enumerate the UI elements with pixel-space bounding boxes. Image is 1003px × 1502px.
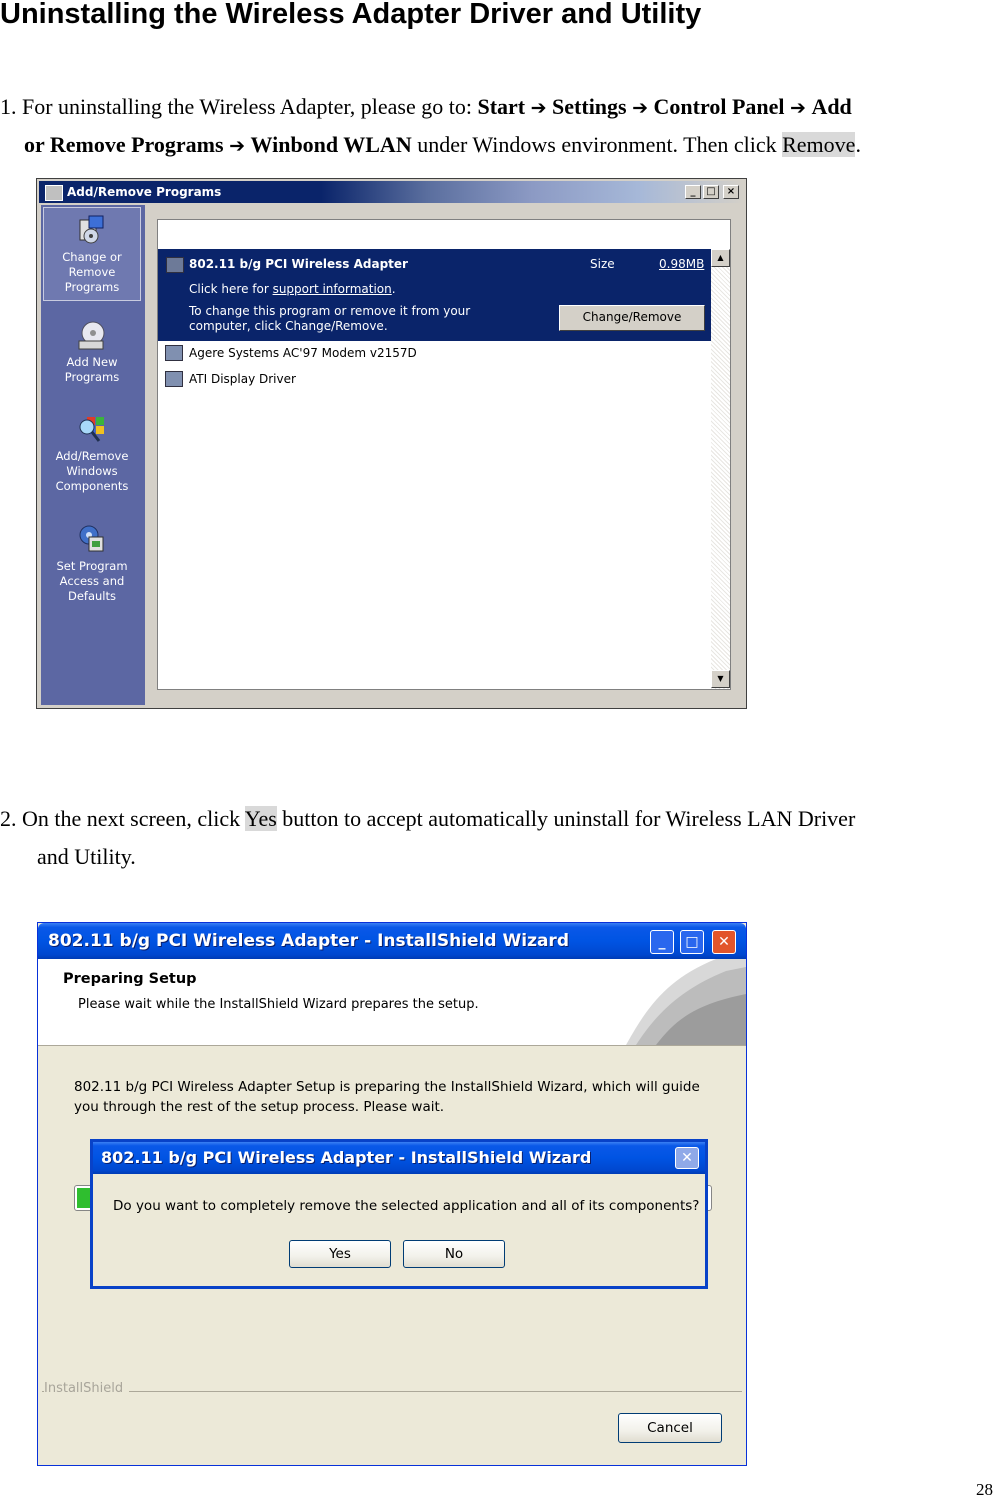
path-add: Add [811, 94, 852, 119]
header-subtitle: Please wait while the InstallShield Wizard prepares the setup. [78, 997, 479, 1012]
program-name: Agere Systems AC'97 Modem v2157D [189, 346, 417, 360]
step1-end: . [855, 132, 861, 157]
step2-prefix: 2. On the next screen, click [0, 806, 245, 831]
program-icon [166, 257, 184, 273]
close-button[interactable]: × [723, 185, 739, 199]
program-access-defaults-icon [77, 523, 107, 555]
path-control-panel: Control Panel [653, 94, 785, 119]
page-number: 28 [976, 1480, 993, 1499]
arrow-icon: ➔ [229, 135, 245, 157]
scroll-up-button[interactable]: ▲ [711, 249, 730, 267]
minimize-button[interactable]: _ [685, 185, 701, 199]
cancel-button[interactable]: Cancel [618, 1413, 722, 1443]
body-line2: you through the rest of the setup process. Please wait. [74, 1099, 445, 1115]
progress-fill [77, 1188, 90, 1208]
step2-line2: and Utility. [37, 844, 136, 869]
support-prefix: Click here for [189, 282, 273, 296]
confirm-remove-dialog [90, 1139, 708, 1289]
maximize-button[interactable]: □ [703, 185, 719, 199]
path-add-remove-programs: or Remove Programs [24, 132, 224, 157]
windows-components-icon [77, 413, 107, 445]
step1-line1 [0, 88, 852, 127]
header-title: Preparing Setup [63, 971, 197, 987]
sidebar-item-label: Add/Remove Windows Components [55, 449, 129, 493]
support-line [189, 282, 396, 296]
yes-highlight: Yes [244, 806, 277, 831]
sidebar-item-add-new[interactable] [43, 319, 141, 385]
step1-prefix: 1. For uninstalling the Wireless Adapter, please go to: [0, 94, 478, 119]
dialog-titlebar [93, 1142, 705, 1174]
minimize-button[interactable]: _ [650, 930, 674, 954]
close-button[interactable]: ✕ [675, 1147, 699, 1169]
change-remove-button[interactable]: Change/Remove [559, 305, 705, 331]
change-remove-programs-icon [77, 214, 107, 246]
page-curl-icon [596, 959, 746, 1045]
support-information-link[interactable]: support information [272, 282, 392, 296]
step2-line1 [0, 800, 855, 838]
installshield-brand: InstallShield [44, 1381, 129, 1396]
path-settings: Settings [552, 94, 627, 119]
sidebar-item-label: Change or Remove Programs [62, 250, 122, 294]
selected-program-name: 802.11 b/g PCI Wireless Adapter [189, 257, 408, 271]
dialog-question: Do you want to completely remove the selected application and all of its components? [113, 1198, 700, 1214]
sidebar-item-program-access[interactable] [43, 523, 141, 604]
add-new-programs-icon [77, 319, 107, 351]
sidebar-item-label: Add New Programs [64, 355, 120, 384]
no-button[interactable]: No [403, 1240, 505, 1268]
page-heading: Uninstalling the Wireless Adapter Driver and Utility [0, 0, 702, 30]
step1-suffix: under Windows environment. Then click [411, 132, 783, 157]
path-winbond-wlan: Winbond WLAN [250, 132, 412, 157]
scroll-down-button[interactable]: ▼ [711, 670, 730, 688]
vertical-scrollbar[interactable] [711, 249, 730, 689]
sidebar-item-label: Set Program Access and Defaults [56, 559, 128, 603]
hint-line2: computer, click Change/Remove. [189, 319, 388, 333]
step2-suffix: button to accept automatically uninstall for Wireless LAN Driver [276, 806, 856, 831]
size-value: 0.98MB [659, 257, 705, 271]
installshield-window [37, 922, 747, 1466]
size-label: Size [590, 257, 615, 271]
sidebar-item-change-remove[interactable] [43, 207, 141, 301]
window-titlebar [38, 923, 746, 959]
installshield-brand-rule [42, 1381, 742, 1401]
yes-button[interactable]: Yes [289, 1240, 391, 1268]
close-button[interactable]: ✕ [712, 930, 736, 954]
arrow-icon: ➔ [530, 97, 547, 119]
program-name: ATI Display Driver [189, 372, 296, 386]
arrow-icon: ➔ [632, 97, 649, 119]
path-start: Start [477, 94, 526, 119]
sidebar [41, 205, 145, 705]
dialog-title: 802.11 b/g PCI Wireless Adapter - InstallShield Wizard [101, 1148, 592, 1167]
maximize-button[interactable]: □ [680, 930, 704, 954]
sidebar-item-windows-components[interactable] [43, 413, 141, 494]
window-title: 802.11 b/g PCI Wireless Adapter - InstallShield Wizard [48, 931, 569, 951]
hint-line1: To change this program or remove it from your [189, 304, 471, 318]
wizard-header [38, 959, 746, 1046]
control-panel-icon [45, 185, 63, 201]
support-suffix: . [391, 282, 396, 296]
arrow-icon: ➔ [790, 97, 806, 119]
window-title: Add/Remove Programs [67, 185, 222, 199]
divider [42, 1391, 742, 1392]
program-icon [165, 371, 183, 387]
remove-highlight: Remove [782, 132, 856, 157]
program-icon [165, 345, 183, 361]
step1-line2 [24, 126, 861, 165]
body-line1: 802.11 b/g PCI Wireless Adapter Setup is preparing the InstallShield Wizard, which will guide [74, 1079, 700, 1095]
add-remove-programs-window [36, 178, 747, 709]
window-titlebar [39, 181, 744, 203]
